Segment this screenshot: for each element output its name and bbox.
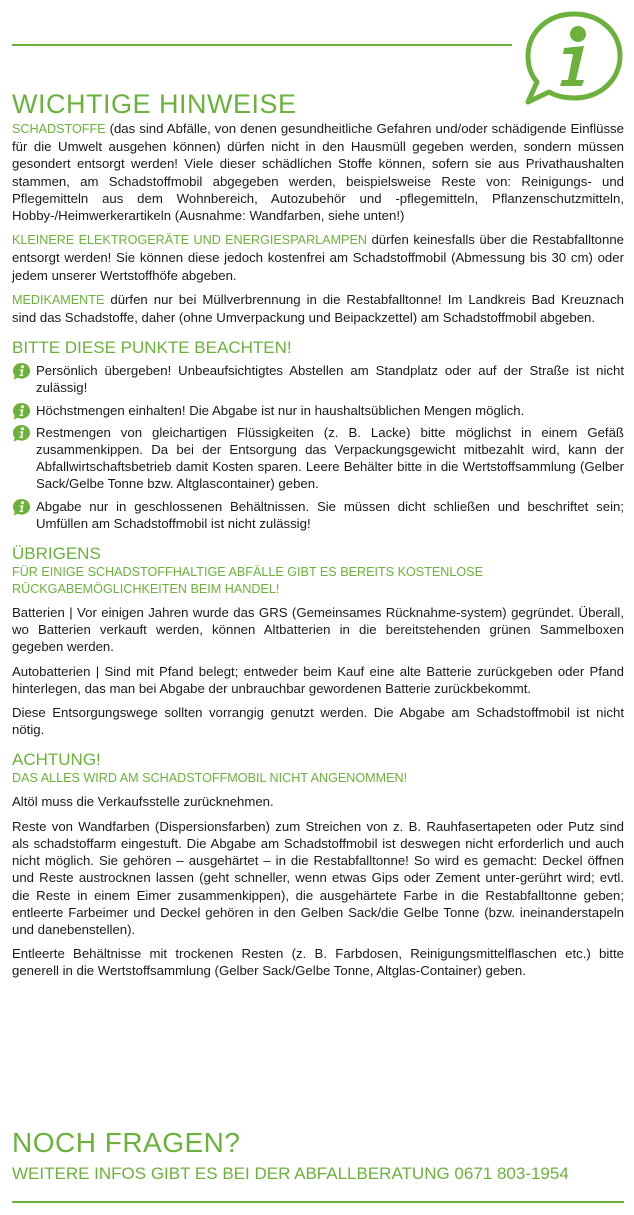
point-text: Höchstmengen einhalten! Die Abgabe ist nur in haushaltsüblichen Mengen möglich. <box>36 402 525 418</box>
list-item <box>12 362 624 396</box>
info-bullet-icon <box>12 402 31 421</box>
intro-text: (das sind Abfälle, von denen gesundheitliche Gefahren und/oder schädigende Einflüsse für die Umwelt ausgehen können) dürfen nicht in den Hausmüll gegeben werden, sondern müssen gesondert entsorgt werden! Viele dieser schädlichen Stoffe können, sofern sie aus Privathaushalten stammen, am Schadstoffmobil abgegeben werden, beispielsweise Reste von: Reinigungs- und Pflegemitteln aus dem Wohnbereich, Autozubehör und -pflegemitteln, Pflanzenschutzmitteln, Hobby-/Heimwerkerartikeln (Ausnahme: Wandfarben, siehe unten!) <box>12 121 624 224</box>
intro-schadstoffe <box>12 120 624 224</box>
intro-medikamente <box>12 291 624 326</box>
page-title: WICHTIGE HINWEISE <box>12 89 297 119</box>
achtung-altoel: Altöl muss die Verkaufsstelle zurücknehmen. <box>12 794 274 810</box>
intro-text: dürfen keinesfalls über die Restabfalltonne entsorgt werden! Sie können diese jedoch kostenfrei am Schadstoffmobil (Abmessung bis 30 cm) oder jedem unserer Wertstoffhöfe abgeben. <box>12 232 624 283</box>
point-text: Persönlich übergeben! Unbeaufsichtigtes Abstellen am Standplatz oder auf der Straße ist nicht zulässig! <box>36 363 624 396</box>
keyword-schadstoffe: SCHADSTOFFE <box>12 122 106 136</box>
point-text: Restmengen von gleichartigen Flüssigkeiten (z. B. Lacke) bitte möglichst in einem Gefäß zusammenkippen. Da bei der Entsorgung das Verpackungsgewicht mitbezahlt wird, kann der Abfallwirtschaftsbetrieb damit Kosten sparen. Leere Behälter bitte in die Wertstoffsammlung (Gelber Sack/Gelbe Tonne bzw. Altglascontainer) geben. <box>36 424 624 492</box>
top-divider <box>12 44 512 46</box>
list-item <box>12 402 624 419</box>
bottom-divider <box>12 1201 624 1203</box>
footer-contact: WEITERE INFOS GIBT ES BEI DER ABFALLBERATUNG 0671 803-1954 <box>12 1164 569 1183</box>
keyword-elektrogeraete: KLEINERE ELEKTROGERÄTE UND ENERGIESPARLAMPEN <box>12 233 367 248</box>
point-text: Abgabe nur in geschlossenen Behältnissen. Sie müssen dicht schließen und beschriftet sein; Umfüllen am Schadstoffmobil ist nicht zulässig! <box>36 498 624 531</box>
info-bullet-icon <box>12 362 31 381</box>
info-bullet-icon <box>12 424 31 443</box>
keyword-medikamente: MEDIKAMENTE <box>12 292 105 307</box>
footer-heading: NOCH FRAGEN? <box>12 1127 241 1158</box>
achtung-heading: ACHTUNG! <box>12 750 101 770</box>
achtung-behaeltnisse: Entleerte Behältnisse mit trockenen Resten (z. B. Farbdosen, Reinigungsmittelflaschen etc.) bitte generell in die Wertstoffsammlung (Gelber Sack/Gelbe Tonne, Altglas-Container) geben. <box>12 946 624 979</box>
list-item <box>12 498 624 532</box>
uebrigens-batterien: Batterien | Vor einigen Jahren wurde das GRS (Gemeinsames Rücknahme-system) gegründet. Überall, wo Batterien verkauft werden, können Altbatterien in die bereitstehenden grünen Sammelboxen gegeben werden. <box>12 605 624 655</box>
intro-text: dürfen nur bei Müllverbrennung in die Restabfalltonne! Im Landkreis Bad Kreuznach sind das Schadstoffe, daher (ohne Umverpackung und Beipackzettel) am Schadstoffmobil abgeben. <box>12 291 624 326</box>
info-bullet-icon <box>12 498 31 517</box>
intro-elektrogeraete <box>12 231 624 284</box>
uebrigens-autobatterien: Autobatterien | Sind mit Pfand belegt; entweder beim Kauf eine alte Batterie zurückgeben oder Pfand hinterlegen, das man bei Abgabe der unbrauchbar gewordenen Batterie zurückbekommt. <box>12 663 624 696</box>
list-item <box>12 424 624 493</box>
uebrigens-hinweis: Diese Entsorgungswege sollten vorrangig genutzt werden. Die Abgabe am Schadstoffmobil ist nicht nötig. <box>12 705 624 738</box>
points-heading: BITTE DIESE PUNKTE BEACHTEN! <box>12 338 292 358</box>
achtung-subheading: DAS ALLES WIRD AM SCHADSTOFFMOBIL NICHT ANGENOMMEN! <box>12 771 408 786</box>
uebrigens-heading: ÜBRIGENS <box>12 544 101 564</box>
points-list <box>12 362 624 532</box>
uebrigens-subheading: FÜR EINIGE SCHADSTOFFHALTIGE ABFÄLLE GIBT ES BEREITS KOSTENLOSE RÜCKGABEMÖGLICHKEITEN BEIM HANDEL! <box>12 565 483 597</box>
achtung-wandfarben: Reste von Wandfarben (Dispersionsfarben) zum Streichen von z. B. Rauhfasertapeten oder Putz sind als schadstoffarm eingestuft. Die Abgabe am Schadstoffmobil ist deswegen nicht erforderlich und auch nicht möglich. Sie gehören – ausgehärtet – in die Restabfalltonne! So wird es gemacht: Deckel öffnen und Reste austrocknen lassen (geht schneller, wenn etwas Gips oder Zement unter-gerührt wird; evtl. die Reste in einem Eimer zusammenkippen), die ausgehärtete Farbe in die Restabfalltonne geben; entleerte Farbeimer und Deckel gehören in den Gelben Sack/die Gelbe Tonne (bzw. ineinanderstapeln und danebenstellen). <box>12 818 624 937</box>
main-content <box>12 88 624 987</box>
